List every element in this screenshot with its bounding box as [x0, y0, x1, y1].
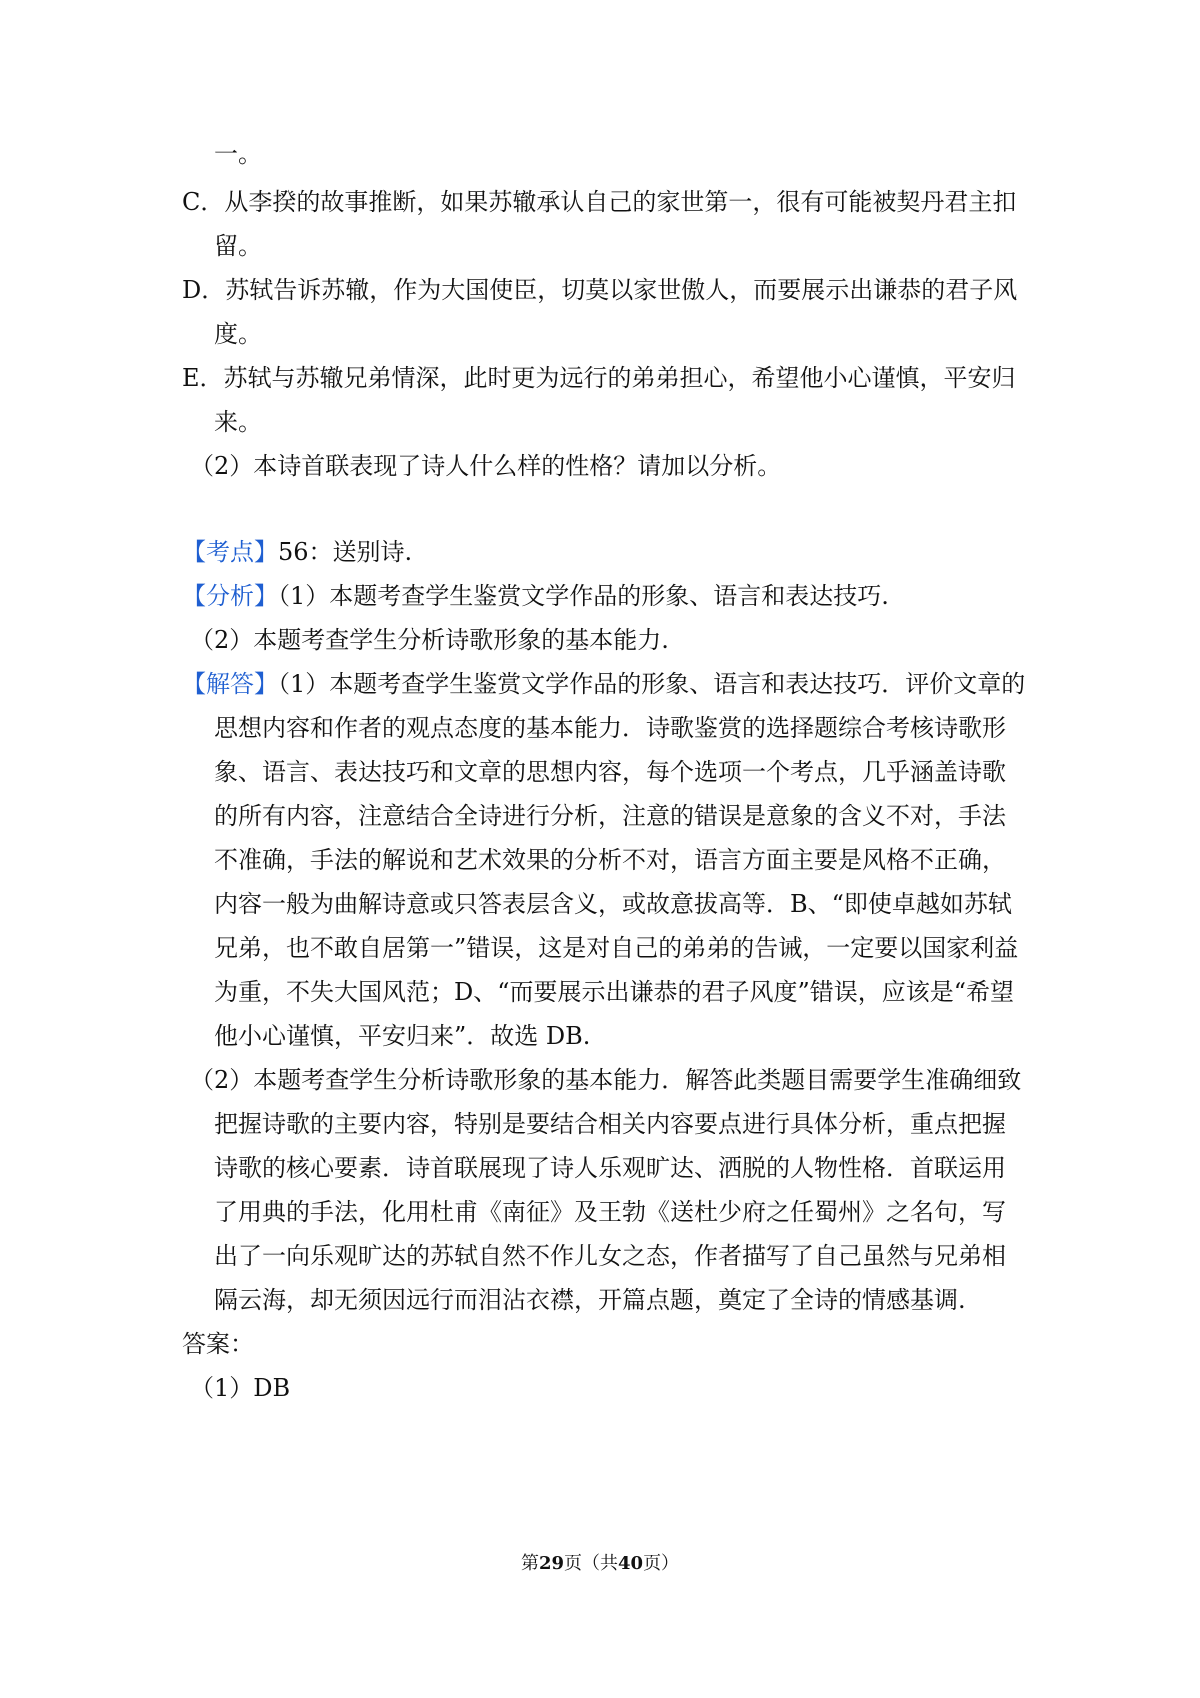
jieda-p2-line: 隔云海，却无须因远行而泪沾衣襟，开篇点题，奠定了全诗的情感基调. — [214, 1286, 966, 1314]
page-footer — [0, 1552, 1200, 1576]
option-d-line1: D．苏轼告诉苏辙，作为大国使臣，切莫以家世傲人，而要展示出谦恭的君子风 — [182, 276, 1018, 304]
fenxi-line2: （2）本题考查学生分析诗歌形象的基本能力. — [190, 626, 669, 654]
jieda-p1-line: 他小心谨慎，平安归来”．故选 DB. — [214, 1022, 591, 1050]
option-d-line2: 度。 — [214, 320, 262, 348]
jieda-p1-line: 不准确，手法的解说和艺术效果的分析不对，语言方面主要是风格不正确， — [214, 846, 1006, 874]
option-c-line2: 留。 — [214, 232, 262, 260]
footer-suffix: 页） — [643, 1553, 680, 1574]
jieda-p2-line: 了用典的手法，化用杜甫《南征》及王勃《送杜少府之任蜀州》之名句，写 — [214, 1198, 1006, 1226]
footer-total-pages: 40 — [618, 1553, 644, 1574]
option-b-tail: 一。 — [214, 140, 262, 168]
option-e-line2: 来。 — [214, 408, 262, 436]
footer-prefix: 第 — [520, 1553, 539, 1574]
answer-line1: （1）DB — [190, 1374, 291, 1402]
kaodian-label: 【考点】 — [182, 538, 278, 566]
answer-label: 答案： — [182, 1330, 254, 1358]
option-e-line1: E．苏轼与苏辙兄弟情深，此时更为远行的弟弟担心，希望他小心谨慎，平安归 — [182, 364, 1016, 392]
jieda-p1-line: 为重，不失大国风范；D、“而要展示出谦恭的君子风度”错误，应该是“希望 — [214, 978, 1015, 1006]
jieda-p2-line: 把握诗歌的主要内容，特别是要结合相关内容要点进行具体分析，重点把握 — [214, 1110, 1006, 1138]
kaodian-line — [182, 536, 412, 568]
jieda-p2-line: 出了一向乐观旷达的苏轼自然不作儿女之态，作者描写了自己虽然与兄弟相 — [214, 1242, 1006, 1270]
question-2: （2）本诗首联表现了诗人什么样的性格？请加以分析。 — [190, 452, 782, 480]
footer-middle: 页（共 — [564, 1553, 618, 1574]
fenxi-text-1: （1）本题考查学生鉴赏文学作品的形象、语言和表达技巧. — [278, 582, 889, 610]
jieda-p1-line: 象、语言、表达技巧和文章的思想内容，每个选项一个考点，几乎涵盖诗歌 — [214, 758, 1006, 786]
jieda-p1-line: 内容一般为曲解诗意或只答表层含义，或故意拔高等．B、“即使卓越如苏轼 — [214, 890, 1012, 918]
jieda-p1-line: （1）本题考查学生鉴赏文学作品的形象、语言和表达技巧．评价文章的 — [278, 670, 1026, 698]
kaodian-text: 56：送别诗. — [278, 538, 413, 566]
fenxi-label: 【分析】 — [182, 582, 278, 610]
jieda-p1-line: 的所有内容，注意结合全诗进行分析，注意的错误是意象的含义不对，手法 — [214, 802, 1006, 830]
fenxi-line1 — [182, 580, 889, 612]
jieda-p1-line: 兄弟，也不敢自居第一”错误，这是对自己的弟弟的告诫，一定要以国家利益 — [214, 934, 1019, 962]
option-c-line1: C．从李揆的故事推断，如果苏辙承认自己的家世第一，很有可能被契丹君主扣 — [182, 188, 1017, 216]
jieda-line1 — [182, 668, 1025, 700]
jieda-label: 【解答】 — [182, 670, 278, 698]
jieda-p2-line: （2）本题考查学生分析诗歌形象的基本能力．解答此类题目需要学生准确细致 — [190, 1066, 1022, 1094]
jieda-p1-line: 思想内容和作者的观点态度的基本能力．诗歌鉴赏的选择题综合考核诗歌形 — [214, 714, 1006, 742]
footer-page-number: 29 — [538, 1553, 564, 1574]
jieda-p2-line: 诗歌的核心要素．诗首联展现了诗人乐观旷达、洒脱的人物性格．首联运用 — [214, 1154, 1006, 1182]
